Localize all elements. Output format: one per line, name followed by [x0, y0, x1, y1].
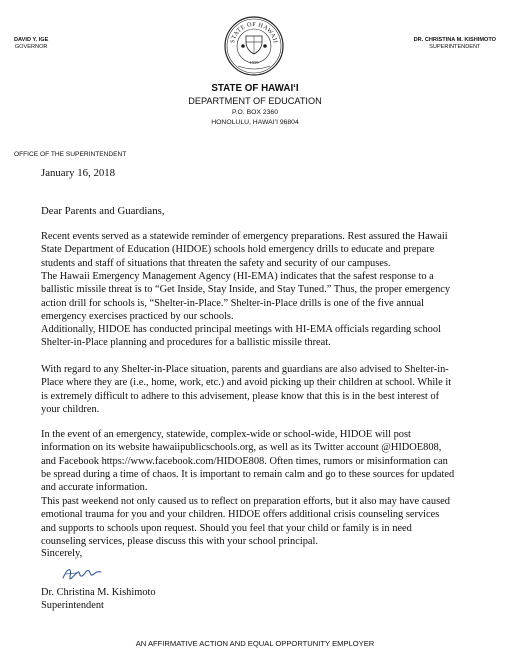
signature-icon	[60, 563, 104, 585]
paragraph-line: With regard to any Shelter-in-Place situation, parents and guardians are also advised to Shelter-in-	[41, 364, 449, 375]
letterhead	[0, 82, 510, 128]
paragraph-line: State Department of Education (HIDOE) schools hold emergency drills to educate and prepare	[41, 244, 435, 256]
governor-title: GOVERNOR	[14, 44, 48, 50]
paragraph-line: and accurate information.	[41, 482, 148, 494]
letterhead-city: HONOLULU, HAWAIʻI 96804	[211, 119, 299, 126]
paragraph-line: your children.	[41, 403, 100, 415]
paragraph-line: students and staff of situations that threaten the safety and security of our campuses.	[41, 257, 391, 269]
paragraph-line: This past weekend not only caused us to reflect on preparation efforts, but it also may have caused	[41, 496, 450, 507]
paragraph	[41, 230, 477, 270]
paragraph-line: and supports to schools upon request. Should you feel that your child or family is in need	[41, 522, 412, 534]
paragraph-line: emotional trauma for you and your children. HIDOE offers additional crisis counseling services	[41, 509, 440, 521]
closing: Sincerely,	[41, 548, 83, 559]
letterhead-state: STATE OF HAWAIʻI	[211, 83, 299, 94]
paragraph-line: counseling services, please discuss this with your school principal.	[41, 535, 319, 547]
letterhead-department: DEPARTMENT OF EDUCATION	[188, 96, 322, 106]
superintendent-block	[414, 37, 496, 51]
paragraph	[41, 363, 477, 416]
paragraph-line: Recent events served as a statewide reminder of emergency preparations. Rest assured the Hawaii	[41, 231, 448, 242]
paragraph-line: In the event of an emergency, statewide, complex-wide or school-wide, HIDOE will post	[41, 429, 411, 440]
superintendent-name: DR. CHRISTINA M. KISHIMOTO	[413, 37, 496, 43]
paragraph-line: ballistic missile threat is to “Get Inside, Stay Inside, and Stay Tuned.” Thus, the proper emergency	[41, 284, 451, 296]
signer-title: Superintendent	[41, 599, 104, 611]
governor-block	[14, 37, 48, 51]
superintendent-title: SUPERINTENDENT	[429, 44, 481, 50]
paragraph-line: Place where they are (i.e., home, work, etc.) and avoid picking up their children at school. While it	[41, 377, 452, 389]
paragraph	[41, 323, 477, 350]
office-label: OFFICE OF THE SUPERINTENDENT	[14, 151, 127, 158]
paragraph-line: be spread during a time of chaos. It is important to remain calm and go to these sources for updated	[41, 468, 455, 480]
signer-name: Dr. Christina M. Kishimoto	[41, 587, 156, 598]
paragraph-line: Additionally, HIDOE has conducted principal meetings with HI-EMA officials regarding school	[41, 324, 441, 335]
seal-ring-text: STATE OF HAWAII	[229, 20, 279, 44]
paragraph-line: is extremely difficult to adhere to this advisement, please know that this is in the best interest of	[41, 390, 440, 402]
letterhead-po-box: P.O. BOX 2360	[232, 109, 278, 116]
paragraph-line: action drill for schools is, “Shelter-in-Place.” Shelter-in-Place drills is one of the five annual	[41, 297, 425, 309]
paragraph	[41, 270, 477, 323]
signer-block	[41, 587, 156, 612]
governor-name: DAVID Y. IGE	[14, 37, 49, 43]
letter-date: January 16, 2018	[41, 167, 116, 179]
paragraph-line: information on its website hawaiipublicschools.org, as well as its Twitter account @HIDOE808,	[41, 442, 442, 454]
paragraph	[41, 495, 477, 548]
paragraph	[41, 428, 477, 494]
paragraph-line: emergency exercises practiced by our schools.	[41, 310, 234, 322]
footer-text: AN AFFIRMATIVE ACTION AND EQUAL OPPORTUNITY EMPLOYER	[135, 639, 375, 648]
seal-year: 1959	[249, 60, 259, 65]
paragraph-line: The Hawaii Emergency Management Agency (HI-EMA) indicates that the safest response to a	[41, 271, 434, 282]
state-seal-icon	[224, 16, 284, 76]
paragraph-line: Shelter-in-Place planning and procedures for a ballistic missile threat.	[41, 337, 331, 349]
salutation: Dear Parents and Guardians,	[41, 205, 165, 217]
paragraph-line: and Facebook https://www.facebook.com/HIDOE808. Often times, rumors or misinformation can	[41, 455, 448, 467]
